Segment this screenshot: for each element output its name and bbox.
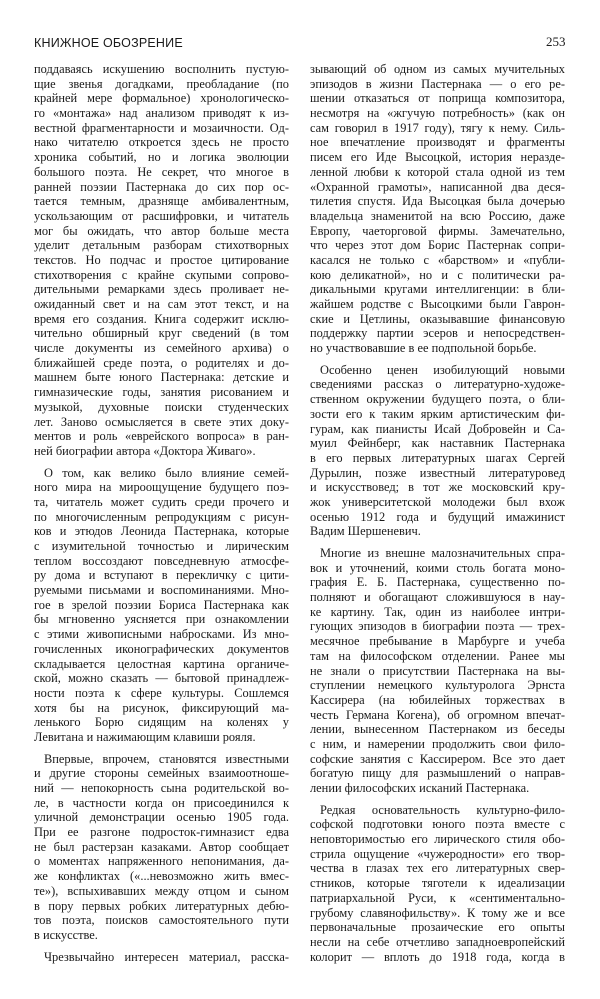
text-line: первоначальные прозаические его опыты — [310, 920, 565, 935]
text-line: хотя бы на рисунок, фиксирующий ма- — [34, 700, 289, 715]
text-line: и другие стороны семейных взаимоотноше- — [34, 766, 289, 781]
text-line: и искусствовед; в тот же московский кру- — [310, 480, 565, 495]
text-line: вок и уточнений, коими столь богата моно- — [310, 560, 565, 575]
text-line: ментов и роль «еврейского вопроса» в ран- — [34, 429, 289, 444]
text-line: ней биографии автора «Доктора Живаго». — [34, 443, 256, 458]
text-line: не знали о присутствии Пастернака на вы- — [310, 663, 565, 678]
text-line: с ним, и намерении продолжить свои фило- — [310, 736, 565, 751]
text-line: зости его к таким ярким артистическим фи- — [310, 406, 565, 421]
text-line: гимназические годы, занятия рисованием и — [34, 385, 289, 400]
text-line: несмотря на «жгучую потребность» (как он — [310, 106, 565, 121]
text-line: касался не только с «барством» и «публи- — [310, 252, 565, 267]
text-line: уличной демонстрации осенью 1905 года. — [34, 810, 289, 825]
text-line: зывающий об одном из самых мучительных — [310, 62, 565, 76]
text-line: чительно обширный круг сведений (в том — [34, 326, 289, 341]
text-line: графия Е. Б. Пастернака, существенно по- — [310, 575, 565, 590]
text-line: теплом воссоздают повседневную атмосфе- — [34, 553, 289, 568]
text-line: нако читателю откроется здесь не просто — [34, 135, 289, 150]
text-line: ле, в частности когда он присоединился к — [34, 795, 289, 810]
text-line: стрила ощущение «чужеродности» его твор- — [310, 846, 565, 861]
text-line: Вадим Шершеневич. — [310, 524, 421, 539]
text-line: поддаваясь искушению восполнить пустую- — [34, 62, 289, 76]
text-line: шении отказаться от поприща композитора, — [310, 91, 565, 106]
text-line: хроника событий, но и логика эволюции — [34, 150, 289, 165]
text-line: вестной фрагментарности и мозаичности. Од- — [34, 120, 289, 135]
text-line: тается темным, дразняще амбивалентным, — [34, 194, 289, 209]
text-line: неповторимостью его лирического стиля обо- — [310, 832, 565, 847]
text-line: жайшем родстве с Высоцкими были Гаврон- — [310, 297, 565, 311]
text-line: софские занятия с Кассирером. Все это дает — [310, 751, 565, 766]
text-line: честь Германа Когена), об огромном впечат- — [310, 707, 565, 722]
text-line: но участвовавшие в ее подпольной борьбе. — [310, 341, 537, 356]
text-line: Чрезвычайно интересен материал, расска- — [44, 949, 289, 964]
text-line: грубому славянофильству». К тому же и все — [310, 905, 565, 920]
text-line: «Охранной грамоты», написанной два деся- — [310, 179, 565, 194]
text-line: дикальными кругами интеллигенции: в бли- — [310, 282, 565, 297]
page-number: 253 — [546, 34, 566, 49]
text-line: в искусстве. — [34, 927, 98, 942]
text-line: ру дома и вступают в перекличку с цити- — [34, 568, 289, 583]
text-line: ступлении немецкого культуролога Эрнста — [310, 678, 565, 693]
text-line: О том, как велико было влияние семей- — [44, 465, 289, 480]
paragraph — [34, 752, 289, 943]
text-line: муил Фейнберг, как наставник Пастернака — [310, 436, 565, 451]
text-line: Дурылин, позже известный литературовед — [310, 465, 565, 480]
text-line: время его создания. Книга содержит исклю- — [34, 311, 289, 326]
text-line: дительными ремарками здесь проливает не- — [34, 282, 289, 297]
text-line: Редкая основательность культурно-фило- — [320, 802, 565, 817]
text-line: там на философском отделении. Ранее мы — [310, 648, 565, 663]
text-line: что через этот дом Борис Пастернак сопри- — [310, 238, 565, 253]
text-line: машнем быте юного Пастернака: детские и — [34, 370, 289, 385]
text-line: ближайшей среде поэта, о родителях и до- — [34, 355, 289, 370]
text-line: большого поэта. Не секрет, что многое в — [34, 164, 289, 179]
text-line: с изумительной точностью и лирическим — [34, 539, 289, 553]
text-line: При ее разгоне подросток-гимназист едва — [34, 825, 289, 840]
text-line: гурам, как пианисты Исай Добровейн и Са- — [310, 421, 565, 436]
text-line: руемыми письмами и воспоминаниями. Мно- — [34, 583, 289, 598]
paragraph — [34, 62, 289, 459]
paragraph — [310, 363, 565, 539]
text-line: Европу, чаеторговой фирмы. Замечательно, — [310, 223, 565, 238]
text-line: Левитана и нажимающим клавиши рояля. — [34, 729, 256, 744]
section-title: КНИЖНОЕ ОБОЗРЕНИЕ — [34, 36, 183, 50]
paragraph — [34, 950, 289, 965]
text-line: чества в глазах тех его литературных свер- — [310, 861, 565, 876]
text-line: писем его Иде Высоцкой, история неразде- — [310, 150, 565, 165]
text-line: ний — непокорность сына родительской во- — [34, 781, 289, 795]
text-line: ственном окружении будущего поэта, о бли- — [310, 392, 565, 407]
text-line: текстов. Но подчас и простое цитирование — [34, 252, 289, 267]
text-line: в пору первых робких литературных дебю- — [34, 898, 289, 913]
text-line: ленького Борю сидящим на коленях у — [34, 715, 289, 730]
text-line: лении, вынесенном Пастернаком из беседы — [310, 722, 565, 737]
text-line: лении философских исканий Пастернака. — [310, 781, 530, 795]
text-line: Кассирера (на юбилейных торжествах в — [310, 692, 565, 707]
right-column — [310, 62, 565, 971]
text-line: гующих эпизодов в биографии поэта — трех- — [310, 619, 565, 634]
text-line: гое в зрелой поэзии Бориса Пастернака как — [34, 597, 289, 612]
text-line: несли на себе отчетливо западноевропейский — [310, 934, 565, 949]
text-line: месячное пребывание в Марбурге и учеба — [310, 634, 565, 649]
text-line: числе документы из семейного архива) о — [34, 341, 289, 356]
text-line: поддержку партии эсеров и непосредствен- — [310, 326, 565, 341]
text-line: ное впечатление производят и фрагменты — [310, 135, 565, 150]
text-line: складывается целостная картина органиче- — [34, 656, 289, 671]
text-line: сведениями рассказ о литературно-художе- — [310, 377, 565, 392]
text-line: о моментах напряженного непонимания, да- — [34, 854, 289, 869]
text-line: музыкой, духовные поиски студенческих — [34, 399, 289, 414]
text-line: бы мгновенно уясняется при ознакомлении — [34, 612, 289, 627]
text-line: жок университетской молодежи был вхож — [310, 494, 565, 509]
text-line: колорит — вплоть до 1918 года, когда в — [310, 949, 565, 964]
text-line: те»), вспыхивавших между отцом и сыном — [34, 883, 289, 898]
text-line: владельца знаменитой на всю Россию, даже — [310, 208, 565, 223]
text-line: Многие из внешне малозначительных спра- — [320, 546, 565, 560]
text-line: го «монтажа» над анализом приводят к из- — [34, 106, 289, 121]
text-line: щие звенья догадками, преобладание (по — [34, 76, 289, 91]
text-line: та, читатель может судить среди прочего и — [34, 494, 289, 509]
text-line: тов поэта, поисков самостоятельного пути — [34, 913, 289, 928]
text-line: крайней мере формальное) хронологическо- — [34, 91, 289, 106]
text-line: богатую пищу для размышлений о направ- — [310, 766, 565, 781]
text-line: ленной любви к которой стала одной из тем — [310, 164, 565, 179]
text-line: сам говорил в 1917 году), тягу к нему. Силь- — [310, 120, 565, 135]
text-line: ранней поэзии Пастернака до сих пор ос- — [34, 179, 289, 194]
text-line: лет. Заново осмысляется в свете этих доку- — [34, 414, 289, 429]
text-line: не был растерзан казаками. Автор сообщает — [34, 839, 289, 854]
text-line: осенью 1912 года и будущий имажинист — [310, 509, 565, 524]
text-line: полняют и обогащают сложившуюся в нау- — [310, 590, 565, 605]
text-line: ности поэта к сфере культуры. Сошлемся — [34, 685, 289, 700]
paragraph — [310, 62, 565, 356]
text-line: тилетия спустя. Ида Высоцкая была дочерью — [310, 194, 565, 209]
text-line: ожиданный свет и на сам этот текст, и на — [34, 297, 289, 311]
text-line: в его первых литературных шагах Сергей — [310, 450, 565, 465]
text-line: ускользающим от расшифровки, и читатель — [34, 208, 289, 223]
text-line: ской, можно сказать — бытовой принадлеж- — [34, 671, 289, 686]
text-line: ного мира на мироощущение будущего поэ- — [34, 480, 289, 495]
text-line: гочисленных иконографических документов — [34, 641, 289, 656]
text-line: по многочисленным репродукциям с рисун- — [34, 509, 289, 524]
text-line: ские и Цетлины, оказывавшие финансовую — [310, 311, 565, 326]
text-line: стихотворения с крайне скупыми сопрово- — [34, 267, 289, 282]
text-line: ков и этюдов Леонида Пастернака, которые — [34, 524, 289, 539]
text-line: эпизодов в жизни Пастернака — о его ре- — [310, 76, 565, 91]
left-column — [34, 62, 289, 971]
text-line: с этими живописными набросками. Из мно- — [34, 627, 289, 642]
text-line: Особенно ценен изобилующий новыми — [320, 362, 565, 377]
text-line: уделит детальным разборам стихотворных — [34, 238, 289, 253]
text-line: же конфликтах («...невозможно жить вмес- — [34, 869, 289, 884]
text-line: софской подготовки юного поэта вместе с — [310, 817, 565, 832]
text-line: патриархальной Руси, к «сентиментально- — [310, 890, 565, 905]
paragraph — [310, 546, 565, 796]
text-line: Впервые, впрочем, становятся известными — [44, 751, 289, 766]
paragraph — [310, 803, 565, 965]
text-line: стников, которые тяготели к идеализации — [310, 876, 565, 891]
text-line: кою деликатной», но и с политически ра- — [310, 267, 565, 282]
text-line: ке картину. Так, один из наиболее интри- — [310, 604, 565, 619]
paragraph — [34, 466, 289, 745]
text-line: мог бы ожидать, что автор больше места — [34, 223, 289, 238]
